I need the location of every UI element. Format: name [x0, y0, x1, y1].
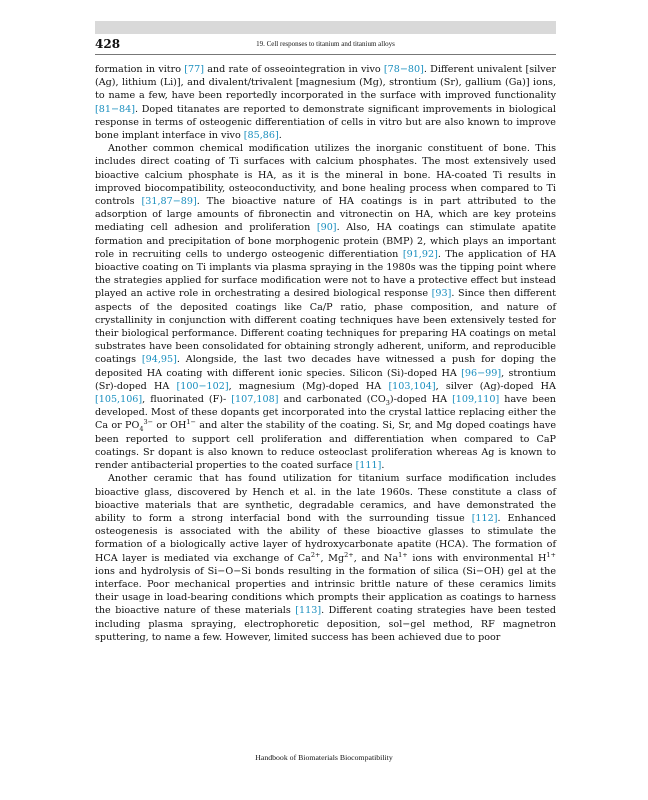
citation-link[interactable]: [105,106]	[95, 394, 143, 406]
citation-link[interactable]: [90]	[316, 222, 337, 234]
superscript: 1−	[186, 418, 196, 427]
text-run: ions with environmental H	[407, 552, 547, 564]
text-run: . Different coating strategies have been tested including plasma spraying, electrophoretic deposition, sol−gel method, RF magnetron sputtering, to name a few. However, limited success has been achieved due to poor	[95, 605, 556, 643]
text-run: , Mg	[320, 552, 345, 564]
citation-link[interactable]: [112]	[471, 512, 498, 524]
citation-link[interactable]: [94,95]	[141, 354, 177, 366]
paragraph	[95, 472, 556, 644]
text-run: . The bioactive nature of HA coatings is in part attributed to the adsorption of large amounts of fibronectin and vitronectin on HA, which are key proteins mediating cell adhesion and proliferation	[95, 196, 556, 234]
text-run: Another ceramic that has found utilization for titanium surface modification includes bioactive glass, discovered by Hench et al. in the late 1960s. These constitute a class of bioactive materials that are synthetic, degradable ceramics, and have demonstrated the ability to form a strong interfacial bond with the surrounding tissue	[95, 473, 556, 524]
page-footer: Handbook of Biomaterials Biocompatibility	[255, 753, 393, 762]
citation-link[interactable]: [81−84]	[95, 103, 135, 115]
text-run: .	[278, 130, 282, 142]
citation-link[interactable]: [113]	[295, 605, 322, 617]
citation-link[interactable]: [91,92]	[402, 248, 438, 260]
subscript: 3	[385, 398, 390, 407]
subscript: 4	[139, 425, 144, 434]
text-run: and carbonated (CO	[278, 394, 386, 406]
text-run: and alter the stability of the coating. Si, Sr, and Mg doped coatings have been reported to support cell proliferation and differentiation when compared to CaP coatings. Sr dopant is also known to reduce osteoclast proliferation whereas Ag is known to render antibacterial properties to the coated surface	[95, 420, 556, 472]
text-run: . Also, HA coatings can stimulate apatite formation and precipitation of bone morphogenic protein (BMP) 2, which plays an important role in recruiting cells to undergo osteogenic differentiation	[95, 222, 556, 260]
text-run: Another common chemical modification utilizes the inorganic constituent of bone. This includes direct coating of Ti surfaces with calcium phosphates. The most extensively used bioactive calcium phosphate is HA, as it is the mineral in bone. HA-coated Ti results in improved biocompatibility, osteoconductivity, and bone healing process when compared to Ti controls	[95, 143, 556, 208]
citation-link[interactable]: [103,104]	[388, 380, 436, 392]
text-run: . Since then different aspects of the deposited coatings like Ca/P ratio, phase composition, and nature of crystallinity in conjunction with different coating techniques have been extensively tested for their biological performance. Different coating techniques for preparing HA coatings on metal substrates have been consolidated for obtaining strongly adherent, uniform, and reproducible coatings	[95, 288, 556, 366]
citation-link[interactable]: [111]	[355, 460, 382, 472]
top-shade-bar	[95, 21, 556, 34]
text-run: . Enhanced osteogenesis is associated with the ability of these bioactive glasses to stimulate the formation of a biologically active layer of hydroxycarbonate apatite (HCA). The formation of HCA layer is mediated via exchange of Ca	[95, 512, 556, 564]
superscript: 2+	[344, 550, 354, 559]
text-run: , and Na	[353, 552, 399, 564]
running-title: 19. Cell responses to titanium and titanium alloys	[256, 40, 395, 48]
text-run: formation in vitro	[95, 64, 185, 75]
paragraph	[95, 63, 556, 142]
page-number: 428	[95, 37, 121, 51]
citation-link[interactable]: [31,87−89]	[141, 196, 197, 208]
text-run: , strontium (Sr)-doped HA	[95, 367, 556, 392]
page-header	[95, 36, 556, 55]
citation-link[interactable]: [109,110]	[452, 394, 500, 406]
paragraph	[95, 142, 556, 472]
superscript: 1+	[398, 550, 408, 559]
text-run: . Different univalent [silver (Ag), lithium (Li)], and divalent/trivalent [magnesium (Mg), strontium (Sr), gallium (Ga)] ions, to name a few, have been reportedly incorporated in the surface with improved functionality	[95, 64, 556, 102]
text-run: , fluorinated (F)-	[142, 394, 232, 406]
citation-link[interactable]: [77]	[184, 64, 204, 75]
superscript: 3−	[143, 418, 154, 427]
text-run: . The application of HA bioactive coating on Ti implants via plasma spraying in the 1980s was the tipping point where the strategies applied for surface modification were not to have a protective effect but instead played an active role in orchestrating a desired biological response	[95, 248, 556, 300]
text-run: . Doped titanates are reported to demonstrate significant improvements in biological response in terms of osteogenic differentiation of cells in vitro but are also known to improve bone implant interface in vivo	[95, 103, 556, 142]
citation-link[interactable]: [85,86]	[243, 130, 279, 142]
text-run: . Alongside, the last two decades have witnessed a push for doping the deposited HA coating with different ionic species. Silicon (Si)-doped HA	[95, 354, 556, 379]
superscript: 1+	[546, 550, 556, 559]
text-run: , magnesium (Mg)-doped HA	[228, 380, 389, 392]
text-run: , silver (Ag)-doped HA	[435, 380, 556, 392]
citation-link[interactable]: [100−102]	[176, 380, 229, 392]
text-run: ions and hydrolysis of Si−O−Si bonds resulting in the formation of silica (Si−OH) gel at the interface. Poor mechanical properties and intrinsic brittle nature of these ceramics limits their usage in load-bearing conditions which prompts their application as coatings to harness the bioactive nature of these materials	[95, 565, 556, 617]
text-run: have been developed. Most of these dopants get incorporated into the crystal lattice replacing either the Ca or PO	[95, 394, 556, 432]
citation-link[interactable]: [78−80]	[383, 64, 424, 75]
text-run: or OH	[153, 420, 187, 432]
text-run: )-doped HA	[389, 394, 453, 406]
citation-link[interactable]: [93]	[431, 288, 452, 300]
superscript: 2+	[310, 550, 321, 559]
citation-link[interactable]: [107,108]	[231, 394, 279, 406]
citation-link[interactable]: [96−99]	[461, 367, 502, 379]
body-text	[95, 63, 556, 644]
text-run: .	[381, 460, 385, 472]
text-run: and rate of osseointegration in vivo	[203, 64, 384, 75]
